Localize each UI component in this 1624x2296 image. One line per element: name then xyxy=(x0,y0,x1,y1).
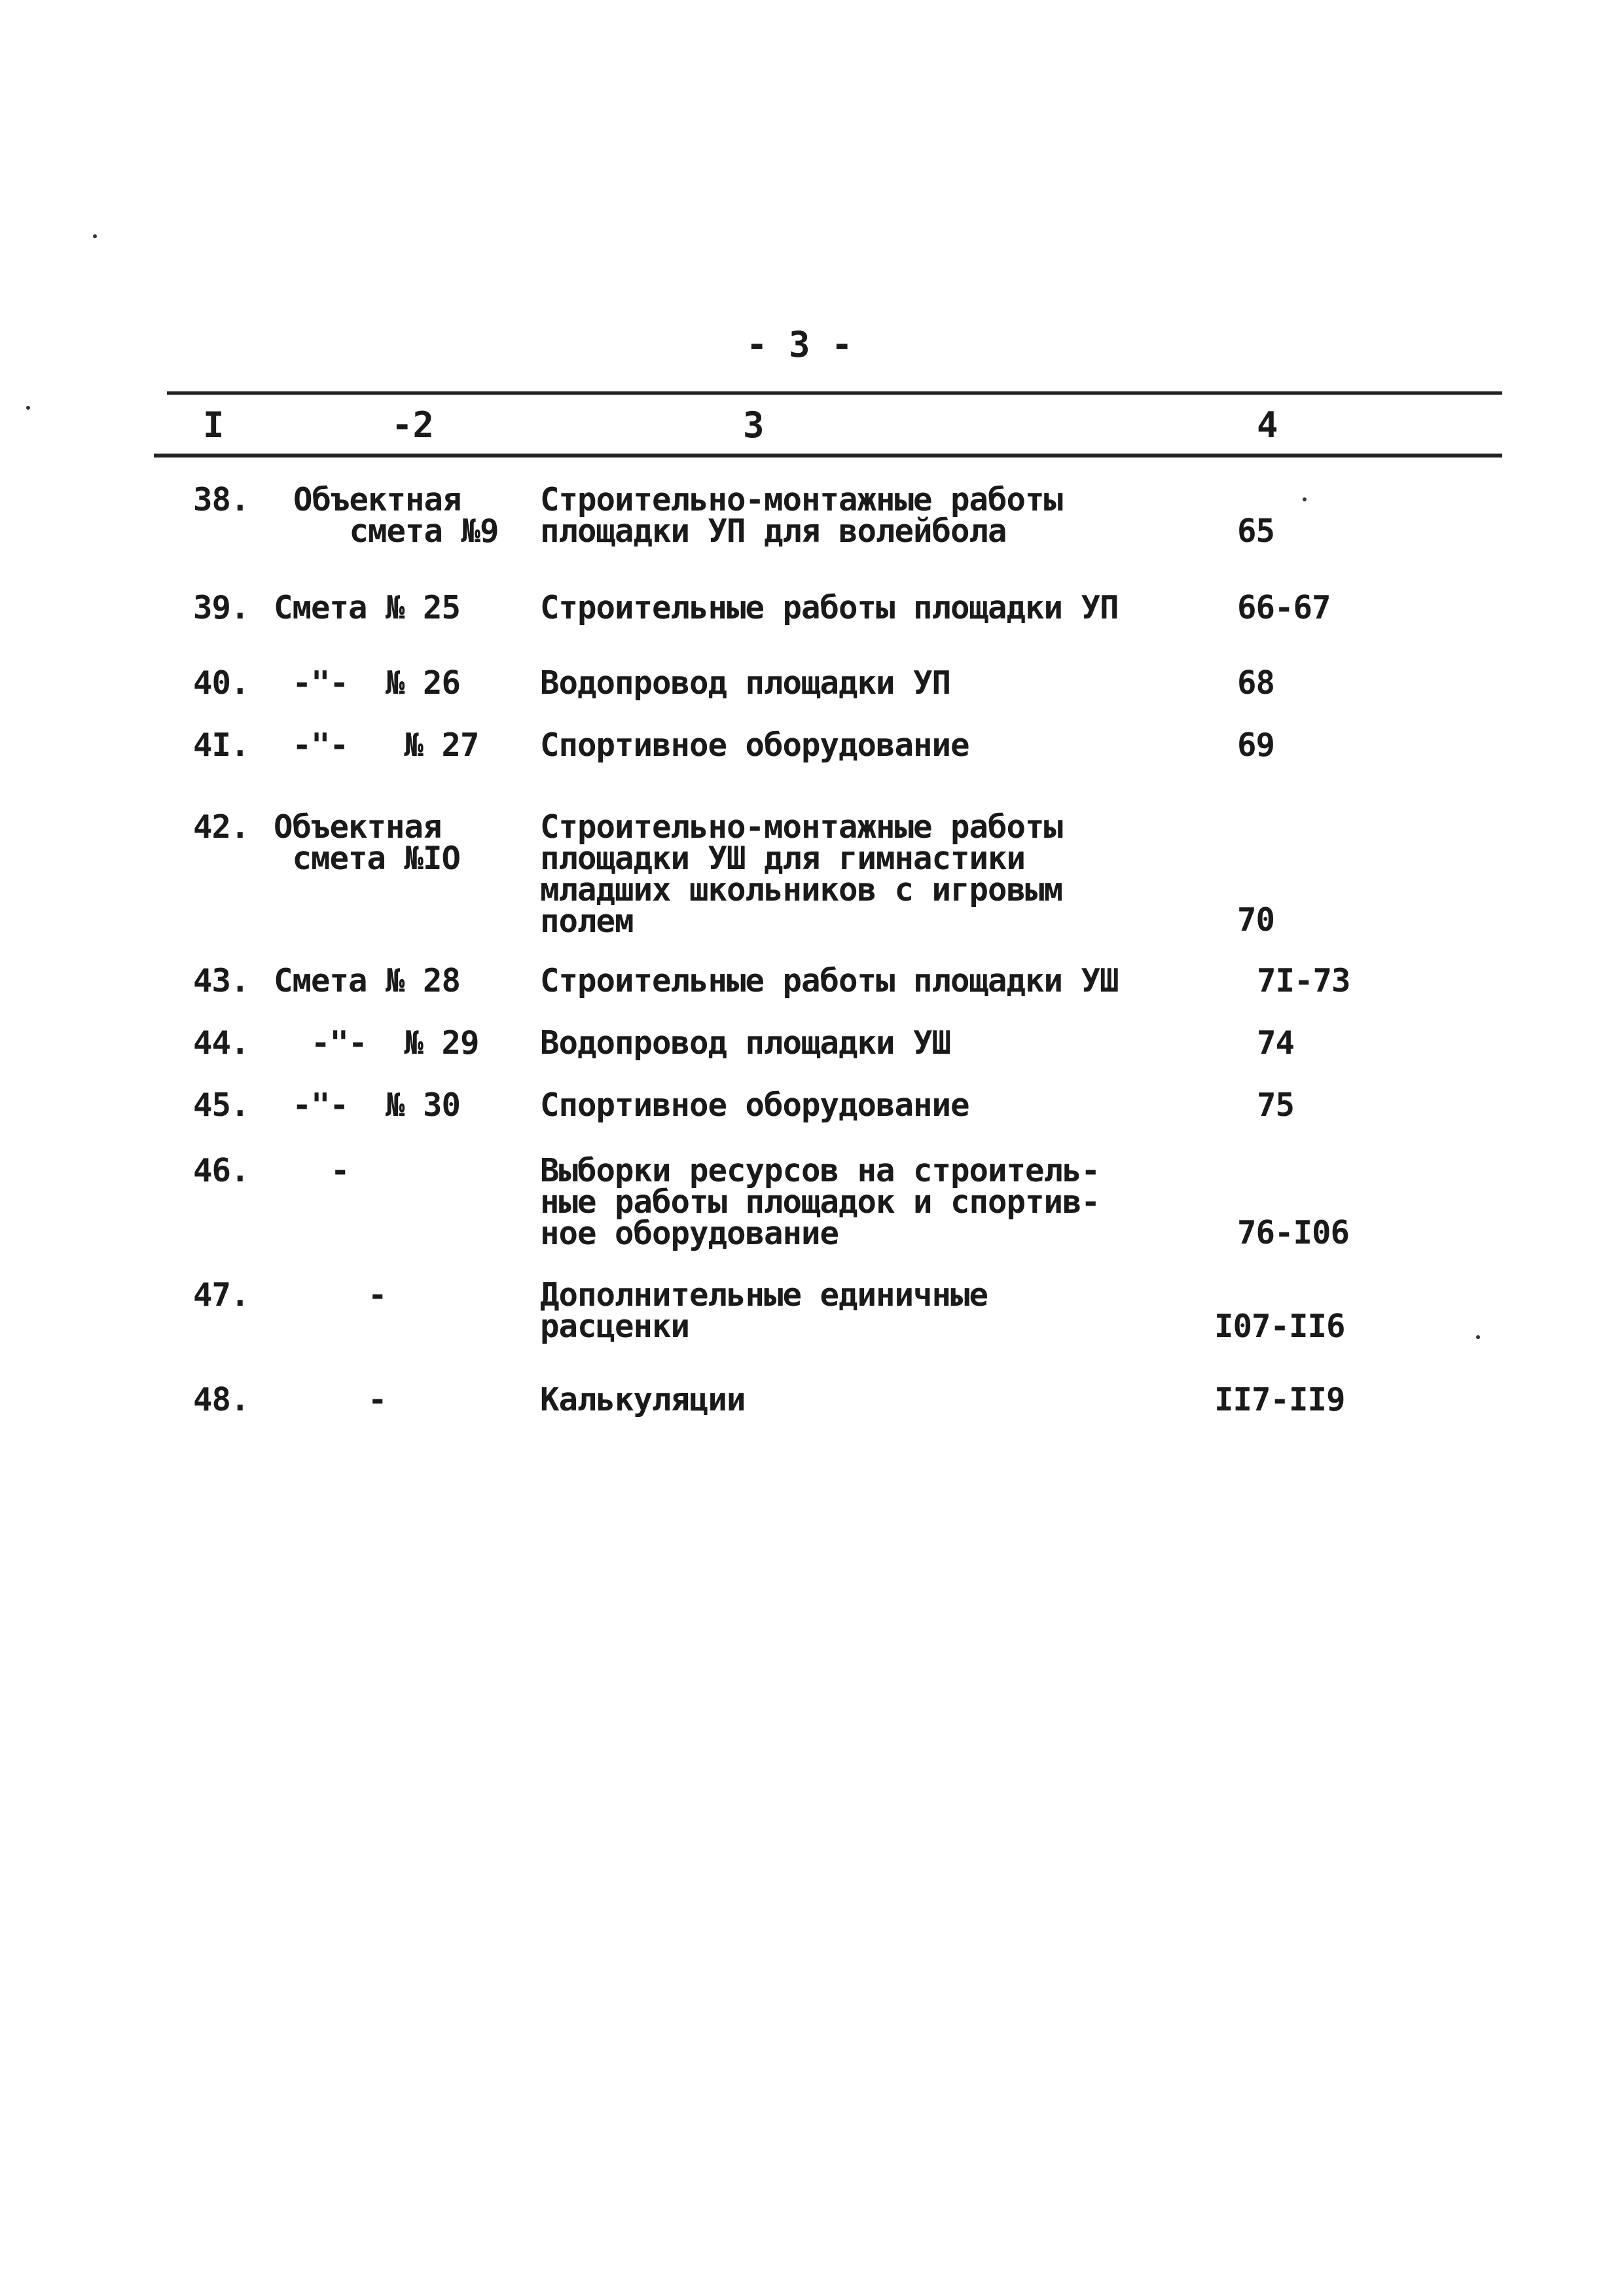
header-col-2: -2 xyxy=(391,404,435,446)
header-col-1: I xyxy=(203,404,225,446)
row-39-title: Строительные работы площадки УП xyxy=(540,589,1119,626)
row-47-title: Дополнительные единичные расценки xyxy=(540,1276,988,1345)
row-42-pages: 70 xyxy=(1237,901,1275,939)
row-38-title: Строительно-монтажные работы площадки УП для волейбола xyxy=(540,481,1063,550)
row-41-title: Спортивное оборудование xyxy=(540,726,969,764)
scan-speck xyxy=(93,234,97,238)
header-col-4: 4 xyxy=(1257,404,1278,446)
row-48-number: 48. xyxy=(193,1381,249,1418)
row-39-number: 39. xyxy=(193,589,249,626)
row-47-number: 47. xyxy=(193,1276,249,1314)
row-43-title: Строительные работы площадки УШ xyxy=(540,962,1119,999)
row-43-pages: 7I-73 xyxy=(1257,962,1350,999)
row-40-number: 40. xyxy=(193,664,249,702)
row-48-title: Калькуляции xyxy=(540,1381,746,1418)
row-39-pages: 66-67 xyxy=(1237,589,1331,626)
scan-speck xyxy=(1303,497,1307,501)
row-44-document: -"- № 29 xyxy=(274,1024,479,1062)
row-38-number: 38. xyxy=(193,481,249,518)
row-39-document: Смета № 25 xyxy=(274,589,461,626)
table-top-rule xyxy=(167,391,1502,395)
row-46-document: - xyxy=(293,1152,350,1189)
row-38-pages: 65 xyxy=(1237,512,1275,550)
row-45-document: -"- № 30 xyxy=(274,1086,461,1124)
row-48-pages: II7-II9 xyxy=(1214,1381,1345,1418)
row-42-number: 42. xyxy=(193,808,249,846)
row-44-pages: 74 xyxy=(1257,1024,1295,1062)
page-number: - 3 - xyxy=(746,324,853,365)
row-40-title: Водопровод площадки УП xyxy=(540,664,951,702)
row-42-title: Строительно-монтажные работы площадки УШ для гимнастики младших школьников с игровым полем xyxy=(540,808,1063,940)
row-42-document: Объектная смета №IO xyxy=(274,808,461,877)
row-48-document: - xyxy=(293,1381,387,1418)
row-41-pages: 69 xyxy=(1237,726,1275,764)
row-46-pages: 76-I06 xyxy=(1237,1214,1350,1251)
row-44-number: 44. xyxy=(193,1024,249,1062)
row-41-document: -"- № 27 xyxy=(274,726,479,764)
scan-speck xyxy=(1476,1335,1480,1339)
scan-speck xyxy=(26,406,30,410)
row-43-number: 43. xyxy=(193,962,249,999)
row-41-number: 4I. xyxy=(193,726,249,764)
row-45-title: Спортивное оборудование xyxy=(540,1086,969,1124)
row-44-title: Водопровод площадки УШ xyxy=(540,1024,951,1062)
table-header-rule xyxy=(154,454,1502,457)
row-40-pages: 68 xyxy=(1237,664,1275,702)
row-47-pages: I07-II6 xyxy=(1214,1308,1345,1345)
row-47-document: - xyxy=(293,1276,387,1314)
row-45-pages: 75 xyxy=(1257,1086,1295,1124)
row-40-document: -"- № 26 xyxy=(274,664,461,702)
row-46-title: Выборки ресурсов на строитель- ные работы площадок и спортив- ное оборудование xyxy=(540,1152,1100,1252)
row-45-number: 45. xyxy=(193,1086,249,1124)
header-col-3: 3 xyxy=(743,404,765,446)
row-46-number: 46. xyxy=(193,1152,249,1189)
row-38-document: Объектная смета №9 xyxy=(293,481,499,550)
row-43-document: Смета № 28 xyxy=(274,962,461,999)
